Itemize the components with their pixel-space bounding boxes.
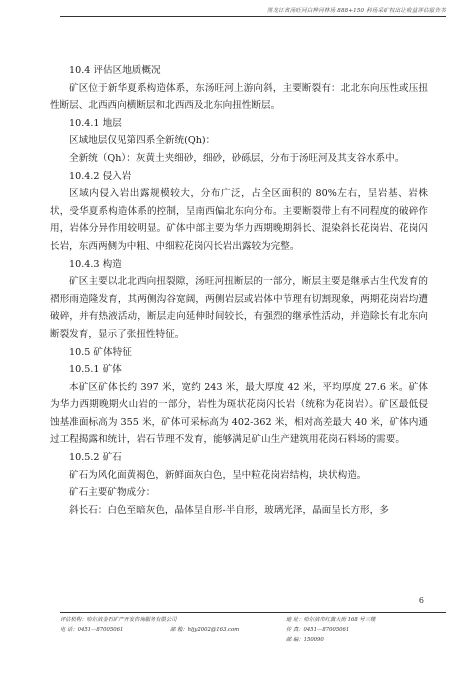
paragraph: 矿区位于新华夏系构造体系，东汤旺河上游向斜，主要断裂有：北北东向压性或压扭性断层、北西西向横断层和北西西及北东向扭性断层。 (50, 82, 428, 112)
section-heading: 10.5 矿体特征 (69, 346, 132, 358)
page-number: 6 (418, 596, 424, 605)
subsection-heading: 10.4.2 侵入岩 (69, 170, 132, 182)
section-heading: 10.4 评估区地质概况 (69, 65, 161, 76)
paragraph: 区域内侵入岩出露规模较大，分布广泛，占全区面积的 80%左右，呈岩基、岩株状，受华夏系构造体系的控制，呈南西偏北东向分布。主要断裂带上有不同程度的破碎作用，岩体分异作用较明显。矿体中部主要为华力西期晚期斜长、混染斜长花岗岩、花岗闪长岩，东西两侧为中粗、中细粒花岗闪长岩出露较为完整。 (50, 188, 428, 252)
document-body (50, 62, 428, 519)
paragraph: 本矿区矿体长约 397 米，宽约 243 米，最大厚度 42 米，平均厚度 27.6 米。矿体为华力西期晚期火山岩的一部分，岩性为斑状花岗闪长岩（统称为花岗岩）。矿区最低侵蚀基准面标高为 355 米，矿体可采标高为 402-362 米，相对高差最大 40 米，矿体内通过工程揭露和统计，岩石节理不发育，能够满足矿山生产建筑用花岗石料场的需要。 (50, 381, 428, 446)
paragraph: 全新统（Qh）：灰黄土夹细砂，细砂，砂砾层，分布于汤旺河及其支谷水系中。 (69, 152, 405, 164)
header-rule (60, 16, 446, 17)
footer-row (60, 615, 446, 625)
footer-fax: 传 真：0451—87005061 (285, 627, 350, 633)
paragraph: 矿石为风化面黄褐色，新鲜面灰白色，呈中粒花岗岩结构，块状构造。 (69, 469, 367, 481)
subsection-heading: 10.5.2 矿石 (69, 452, 122, 464)
running-header: 黑龙江省汤旺河白桦河林场 888+150 科场采矿权出让收益评估报告书 (266, 8, 446, 14)
paragraph: 斜长石：白色至暗灰色，晶体呈自形-半自形，玻璃光泽，晶面呈长方形，多 (69, 504, 389, 516)
footer-rule (60, 612, 446, 613)
footer-postcode: 邮 编：150090 (286, 637, 324, 643)
subsection-heading: 10.4.1 地层 (69, 117, 122, 129)
footer-phone: 电 话：0451—87005061 (60, 627, 124, 633)
paragraph: 矿石主要矿物成分： (69, 487, 156, 499)
subsection-heading: 10.4.3 构造 (69, 258, 122, 270)
footer-row (60, 625, 446, 635)
subsection-heading: 10.5.1 矿体 (69, 364, 122, 376)
paragraph: 区域地层仅见第四系全新统(Qh)： (69, 135, 216, 147)
footer-address: 地 址：哈尔滨市红旗大街 168 号三楼 (286, 617, 376, 623)
footer-email: 邮 箱：hljy2002@163.com (170, 627, 240, 633)
footer (60, 615, 446, 645)
paragraph: 矿区主要以北北西向扭裂隙，汤旺河扭断层的一部分，断层主要是继承古生代发育的褶形雨造隆发育，其两侧沟谷宽阔，两侧岩层或岩体中节理有切割现象，两期花岗岩均遭破碎，并有热液活动，断层走向延伸时间较长，有强烈的继承性活动，并造除长有北东向断裂发育，显示了张扭性特征。 (50, 276, 428, 340)
footer-org: 评估机构：哈尔滨金石矿产开发咨询服务有限公司 (60, 617, 177, 623)
footer-row (60, 635, 446, 645)
